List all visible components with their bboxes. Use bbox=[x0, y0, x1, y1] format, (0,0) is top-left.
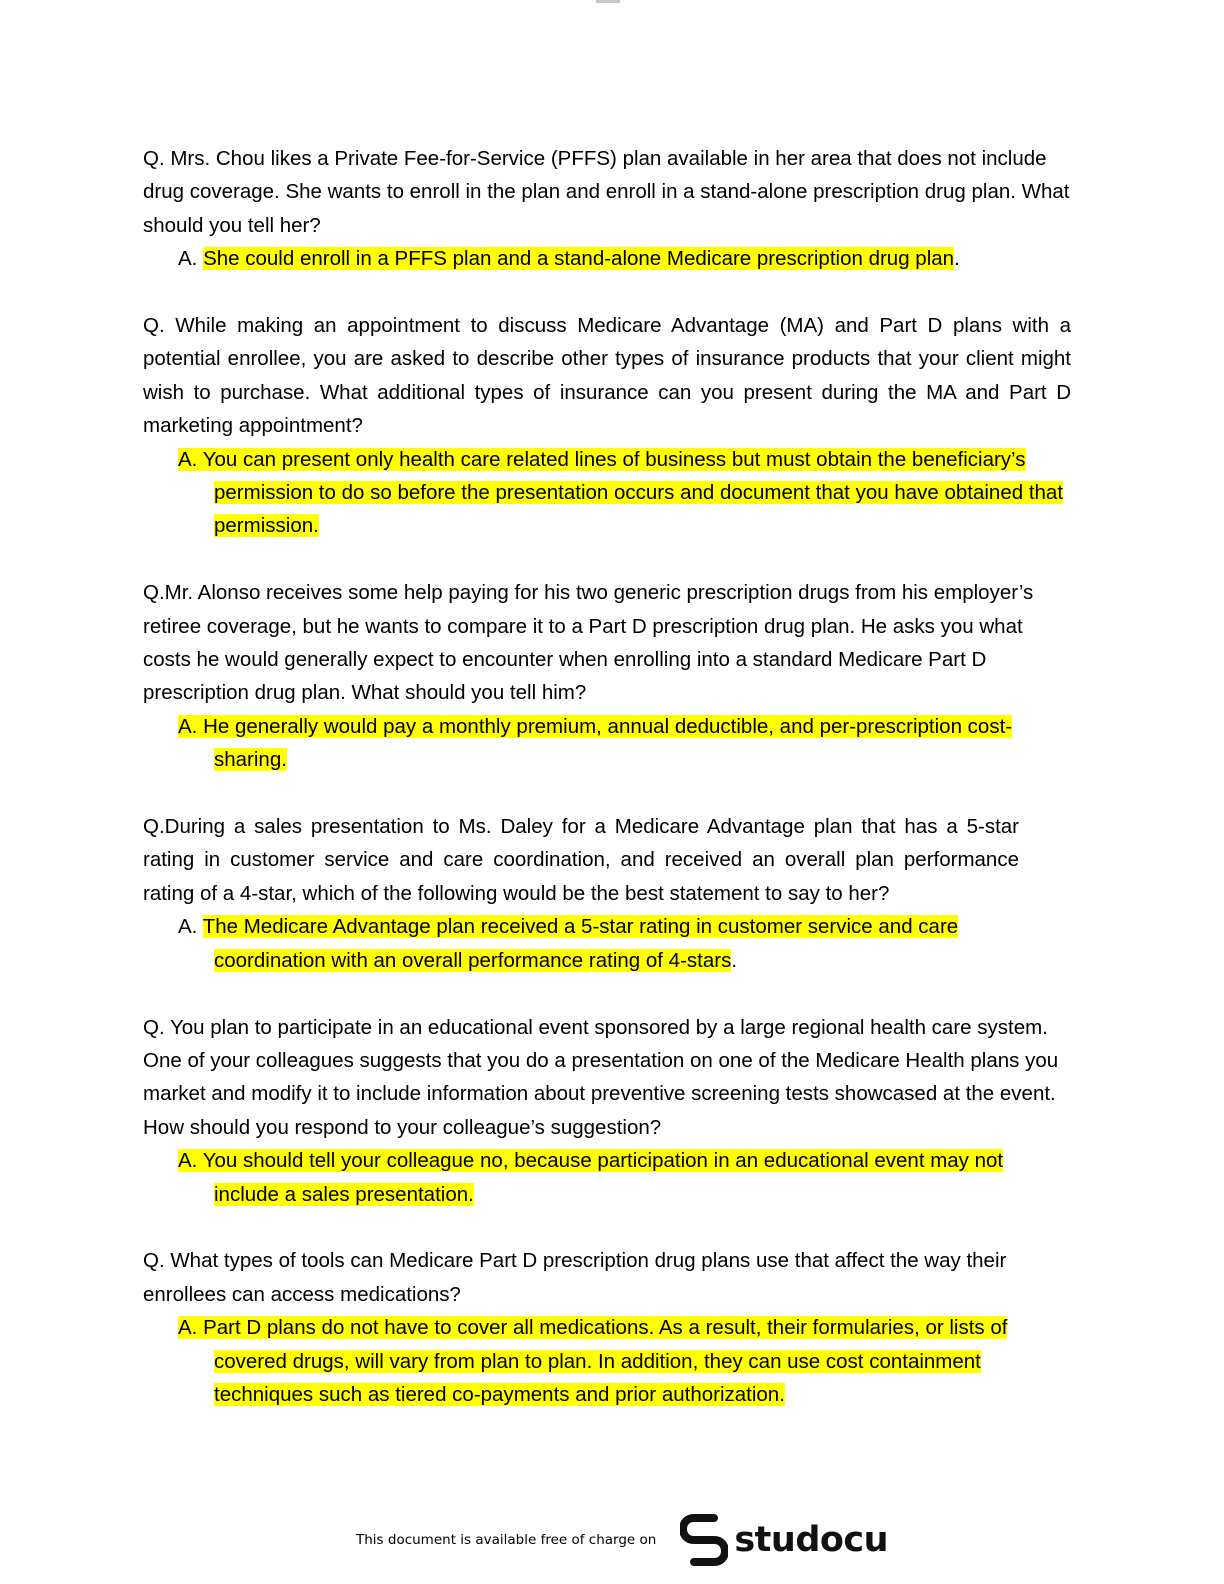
answer-highlight: The Medicare Advantage plan received a 5-star rating in customer service and care coordination with an overall performance rating of 4-stars bbox=[202, 915, 959, 972]
question-text: Q. What types of tools can Medicare Part D prescription drug plans use that affect the way their enrollees can access medications? bbox=[143, 1249, 1007, 1306]
studocu-logo-icon bbox=[680, 1514, 728, 1566]
qa-item-5 bbox=[143, 1011, 1071, 1211]
answer-prefix: A. bbox=[178, 247, 204, 271]
studocu-logo[interactable] bbox=[680, 1514, 888, 1566]
answer-highlight: A. He generally would pay a monthly premium, annual deductible, and per-prescription cost-sharing. bbox=[178, 714, 1013, 772]
footer bbox=[356, 1512, 888, 1568]
answer-line bbox=[143, 443, 1071, 543]
qa-item-2 bbox=[143, 309, 1071, 543]
answer-line bbox=[143, 1311, 1071, 1411]
footer-text: This document is available free of charge on bbox=[356, 1532, 657, 1548]
answer-line bbox=[143, 1144, 1071, 1211]
qa-item-1 bbox=[143, 142, 1071, 276]
qa-item-3 bbox=[143, 576, 1071, 776]
studocu-wordmark: studocu bbox=[734, 1520, 889, 1560]
answer-highlight: A. Part D plans do not have to cover all medications. As a result, their formularies, or lists of covered drugs, will vary from plan to plan. In addition, they can use cost containment techniques such as tiered co-payments and prior authorization. bbox=[178, 1316, 1008, 1406]
qa-item-4 bbox=[143, 810, 1071, 977]
document-body bbox=[143, 142, 1071, 1445]
question-text: Q. Mrs. Chou likes a Private Fee-for-Service (PFFS) plan available in her area that does not include drug coverage. She wants to enroll in the plan and enroll in a stand-alone prescription drug plan. What should you tell her? bbox=[143, 147, 1070, 237]
question-text: Q. You plan to participate in an educational event sponsored by a large regional health care system. One of your colleagues suggests that you do a presentation on one of the Medicare Health plans you market and modify it to include information about preventive screening tests showcased at the event. How should you respond to your colleague’s suggestion? bbox=[143, 1015, 1059, 1139]
answer-highlight: She could enroll in a PFFS plan and a stand-alone Medicare prescription drug plan bbox=[203, 247, 955, 271]
qa-item-6 bbox=[143, 1244, 1071, 1411]
question-text: Q.During a sales presentation to Ms. Daley for a Medicare Advantage plan that has a 5-star rating in customer service and care coordination, and received an overall plan performance rating of a 4-star, which of the following would be the best statement to say to her? bbox=[143, 815, 1019, 905]
answer-prefix: A. bbox=[178, 915, 203, 939]
answer-line bbox=[143, 910, 1071, 977]
question-text: Q.Mr. Alonso receives some help paying for his two generic prescription drugs from his employer’s retiree coverage, but he wants to compare it to a Part D prescription drug plan. He asks you what costs he would generally expect to encounter when enrolling into a standard Medicare Part D prescription drug plan. What should you tell him? bbox=[143, 581, 1034, 705]
answer-suffix: . bbox=[731, 948, 738, 972]
header-mark bbox=[596, 0, 620, 3]
answer-highlight: A. You should tell your colleague no, because participation in an educational event may not include a sales presentation. bbox=[178, 1149, 1004, 1206]
question-text: Q. While making an appointment to discuss Medicare Advantage (MA) and Part D plans with a potential enrollee, you are asked to describe other types of insurance products that your client might wish to purchase. What additional types of insurance can you present during the MA and Part D marketing appointment? bbox=[143, 314, 1071, 438]
answer-suffix: . bbox=[954, 247, 960, 271]
answer-highlight: A. You can present only health care related lines of business but must obtain the beneficiary’s permission to do so before the presentation occurs and document that you have obtained that permission. bbox=[178, 447, 1064, 538]
answer-line bbox=[143, 242, 1071, 275]
answer-line bbox=[143, 710, 1071, 777]
